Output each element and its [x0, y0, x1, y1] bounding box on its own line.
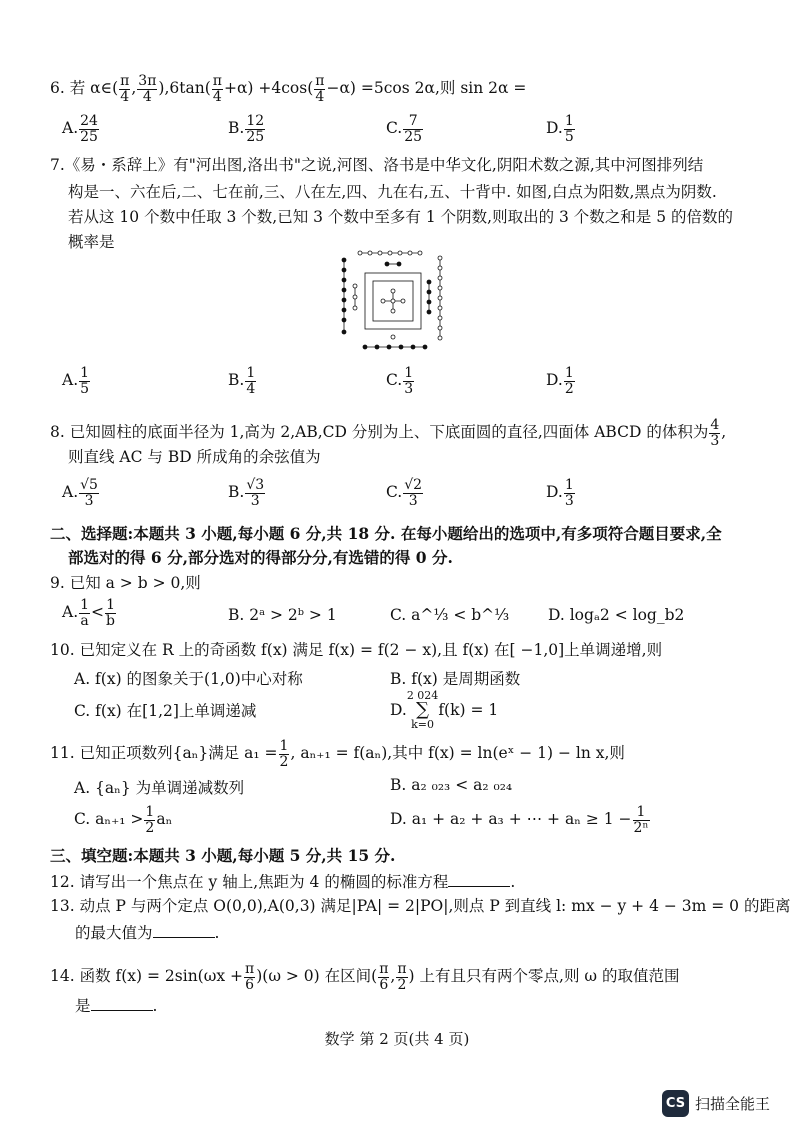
q9-option-b: B. 2ᵃ > 2ᵇ > 1: [228, 606, 337, 624]
q7-line-4: 概率是: [68, 233, 115, 251]
section-3-heading: 三、填空题:本题共 3 小题,每小题 5 分,共 15 分.: [50, 846, 396, 865]
q10-option-b: B. f(x) 是周期函数: [390, 670, 521, 688]
q10-option-c: C. f(x) 在[1,2]上单调递减: [74, 702, 257, 720]
scanner-watermark: [662, 1090, 770, 1117]
camscanner-logo-icon: CS: [662, 1090, 689, 1117]
q7-line-3: 若从这 10 个数中任取 3 个数,已知 3 个数中至多有 1 个阴数,则取出的 3 个数之和是 5 的倍数的: [68, 208, 734, 226]
q9-stem: 9. 已知 a > b > 0,则: [50, 574, 201, 592]
q11-option-a: A. {aₙ} 为单调递减数列: [74, 779, 245, 797]
hetu-diagram: [340, 248, 446, 354]
q9-option-d: D. logₐ2 < log_b2: [548, 606, 685, 624]
q12-stem: 12. 请写出一个焦点在 y 轴上,焦距为 4 的椭圆的标准方程 .: [50, 873, 516, 891]
q11-option-c: C. aₙ₊₁ > $\frac{1}{2}$ aₙ: [74, 804, 173, 836]
scanner-brand-name: 扫描全能王: [694, 1095, 770, 1113]
q11-option-d: D. a₁ + a₂ + a₃ + ⋯ + aₙ ≥ 1 − $\frac{1}{\text{2ⁿ}}$: [390, 804, 649, 836]
q14-answer-blank[interactable]: [91, 998, 153, 1011]
q10-option-d: D.2 024 ∑ k=0f(k) = 1: [390, 689, 499, 731]
q8-line-2: 则直线 AC 与 BD 所成角的余弦值为: [68, 448, 321, 466]
q13-line-2: 的最大值为 .: [75, 924, 220, 942]
q10-stem: 10. 已知定义在 R 上的奇函数 f(x) 满足 f(x) = f(2 − x),且 f(x) 在[ −1,0]上单调递增,则: [50, 641, 663, 659]
q14-line-2: 是 .: [75, 997, 158, 1015]
q10-option-a: A. f(x) 的图象关于(1,0)中心对称: [74, 670, 303, 688]
q9-option-a: A. $\frac{1}{a}$ < $\frac{1}{b}$: [62, 597, 116, 629]
q6-option-d: D. $\frac{1}{5}$: [546, 113, 574, 145]
q7-line-1: 7.《易・系辞上》有"河出图,洛出书"之说,河图、洛书是中华文化,阴阳术数之源,其中河图排列结: [50, 156, 704, 174]
q7-option-d: D. $\frac{1}{2}$: [546, 365, 574, 397]
q13-line-1: 13. 动点 P 与两个定点 O(0,0),A(0,3) 满足|PA| = 2|PO|,则点 P 到直线 l: mx − y + 4 − 3m = 0 的距离: [50, 897, 791, 915]
q6-stem: 6. 若 α∈( $\frac{\pi}{4}$ , $\frac{3\pi}{4}$ ),6tan( $\frac{\pi}{4}$ +α) +4cos( $\frac{\pi}{4}$ −α) =5cos 2α,则 sin 2α =: [50, 73, 527, 105]
q6-option-a: A. $\frac{24}{25}$: [62, 113, 98, 145]
q7-option-b: B. $\frac{1}{4}$: [228, 365, 256, 397]
q9-option-c: C. a^⅓ < b^⅓: [390, 606, 510, 624]
q6-option-b: B. $\frac{12}{25}$: [228, 113, 265, 145]
q8-option-d: D. $\frac{1}{3}$: [546, 477, 574, 509]
q8-option-b: B. $\frac{√3}{3}$: [228, 477, 265, 509]
q7-line-2: 构是一、六在后,二、七在前,三、八在左,四、九在右,五、十背中. 如图,白点为阳数,黑点为阴数.: [68, 183, 717, 201]
section-2-heading: 二、选择题:本题共 3 小题,每小题 6 分,共 18 分. 在每小题给出的选项中,有多项符合题目要求,全: [50, 524, 722, 543]
q8-option-c: C. $\frac{√2}{3}$: [386, 477, 423, 509]
q7-option-a: A. $\frac{1}{5}$: [62, 365, 90, 397]
q7-option-c: C. $\frac{1}{3}$: [386, 365, 414, 397]
q13-answer-blank[interactable]: [153, 925, 215, 938]
section-2-line-2: 部选对的得 6 分,部分选对的得部分分,有选错的得 0 分.: [68, 548, 453, 567]
q8-option-a: A. $\frac{√5}{3}$: [62, 477, 98, 509]
q11-stem: 11. 已知正项数列{aₙ}满足 a₁ = $\frac{1}{2}$ , aₙ₊₁ = f(aₙ),其中 f(x) = ln(eˣ − 1) − ln x,则: [50, 738, 625, 770]
q12-answer-blank[interactable]: [448, 874, 510, 887]
q6-option-c: C. $\frac{7}{25}$: [386, 113, 423, 145]
page-footer: 数学 第 2 页(共 4 页): [324, 1030, 470, 1048]
q8-line-1: 8. 已知圆柱的底面半径为 1,高为 2,AB,CD 分别为上、下底面圆的直径,四面体 ABCD 的体积为 $\frac{4}{3}$ ,: [50, 417, 727, 449]
q14-stem: 14. 函数 f(x) = 2sin(ωx + $\frac{\pi}{6}$ )(ω > 0) 在区间( $\frac{\pi}{6}$ , $\frac{\pi}{2}$ ) 上有且只有两个零点,则 ω 的取值范围: [50, 961, 680, 993]
q11-option-b: B. a₂ ₀₂₃ < a₂ ₀₂₄: [390, 776, 513, 794]
